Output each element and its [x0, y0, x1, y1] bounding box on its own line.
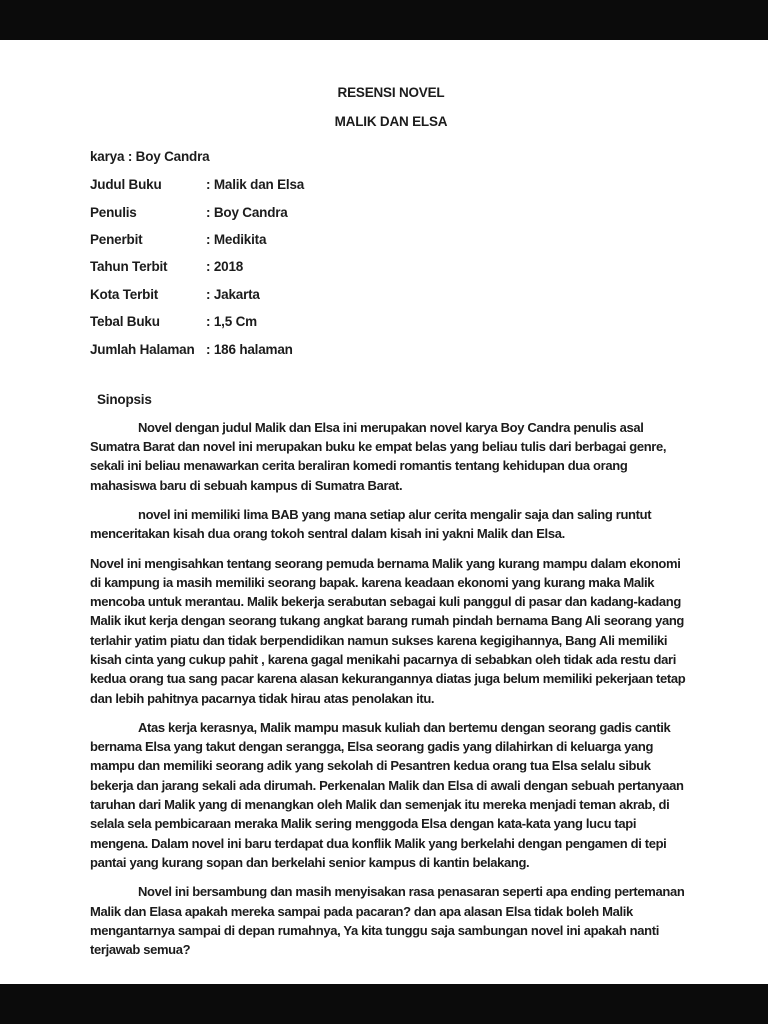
meta-row-kota-terbit: [90, 281, 692, 308]
meta-label: Kota Terbit: [90, 286, 159, 302]
meta-label: Penerbit: [90, 231, 143, 247]
meta-row-jumlah-halaman: [90, 335, 692, 362]
meta-value: : 1,5 Cm: [206, 314, 257, 330]
meta-value: : Boy Candra: [206, 204, 288, 220]
synopsis-paragraph-4: Atas kerja kerasnya, Malik mampu masuk kuliah dan bertemu dengan seorang gadis cantik bernama Elsa yang takut dengan serangga, Elsa seorang gadis yang dilahirkan di keluarga yang mampu dan memiliki seorang adik yang sekolah di Pesantren kedua orang tua Elsa selalu sibuk bekerja dan jarang sekali ada dirumah. Perkenalan Malik dan Elsa di awali dengan sebuah pertanyaan taruhan dari Malik yang di menangkan oleh Malik dan semenjak itu mereka menjadi teman akrab, di selala sela pembicaraan meraka Malik sering menggoda Elsa dengan kata-kata yang lucu tapi mengena. Dalam novel ini baru terdapat dua konflik Malik yang berkelahi dengan pengamen di tepi pantai yang kurang sopan dan berkelahi senior kampus di kantin belakang.: [90, 719, 684, 870]
synopsis-paragraph-2: novel ini memiliki lima BAB yang mana setiap alur cerita mengalir saja dan saling runtut menceritakan kisah dua orang tokoh sentral dalam kisah ini yakni Malik dan Elsa.: [90, 506, 652, 542]
letterbox-top-bar: [0, 0, 768, 40]
letterbox-bottom-bar: [0, 984, 768, 1024]
meta-value: : Malik dan Elsa: [206, 177, 305, 193]
meta-label: Tebal Buku: [90, 314, 160, 330]
synopsis-paragraph-3: Novel ini mengisahkan tentang seorang pemuda bernama Malik yang kurang mampu dalam ekonomi di kampung ia masih memiliki seorang bapak. karena keadaan ekonomi yang kurang maka Malik mencoba untuk merantau. Malik bekerja serabutan sebagai kuli panggul di pasar dan kadang-kadang Malik ikut kerja dengan seorang tukang angkat barang rumah pindah bernama Bang Ali seorang yang terlahir yatim piatu dan tidak berpendidikan namun sukses karena kegigihannya, Bang Ali memiliki kisah cinta yang cukup pahit , karena gagal menikahi pacarnya di sebabkan oleh tidak ada restu dari kedua orang tua sang pacar karena alasan kekurangannya diatas juga belum memiliki pekerjaan tetap dan lebih pahitnya pacarnya tidak hirau atas penolakan itu.: [90, 555, 686, 706]
meta-label: Jumlah Halaman: [90, 341, 195, 357]
document-header: [90, 86, 692, 129]
doc-title: RESENSI NOVEL: [337, 85, 445, 100]
meta-label: Penulis: [90, 204, 137, 220]
meta-value: : 2018: [206, 259, 244, 275]
meta-value: : 186 halaman: [206, 341, 293, 357]
meta-row-tahun-terbit: [90, 253, 692, 280]
meta-row-penerbit: [90, 226, 692, 253]
synopsis-paragraph-5: Novel ini bersambung dan masih menyisakan rasa penasaran seperti apa ending pertemanan Malik dan Elasa apakah mereka sampai pada pacaran? dan apa alasan Elsa tidak boleh Malik mengantarnya sampai di depan rumahnya, Ya kita tunggu saja sambungan novel ini apakah nanti terjawab semua?: [90, 884, 685, 958]
meta-row-penulis: [90, 198, 692, 225]
meta-row-tebal-buku: [90, 308, 692, 335]
doc-subtitle: MALIK DAN ELSA: [334, 114, 448, 129]
byline: karya : Boy Candra: [90, 149, 210, 164]
synopsis-paragraph-1: Novel dengan judul Malik dan Elsa ini merupakan novel karya Boy Candra penulis asal Sumatra Barat dan novel ini merupakan buku ke empat belas yang beliau tulis dari berbagai genre, sekali ini beliau menawarkan cerita beraliran komedi romantis tentang kehidupan dua orang mahasiswa baru di sebuah kampus di Sumatra Barat.: [90, 419, 667, 493]
synopsis-body: [90, 418, 692, 960]
document-page: [0, 40, 768, 984]
synopsis-heading: Sinopsis: [97, 391, 152, 407]
meta-label: Judul Buku: [90, 177, 162, 193]
book-meta-list: [90, 171, 692, 363]
meta-row-judul-buku: [90, 171, 692, 198]
meta-label: Tahun Terbit: [90, 259, 168, 275]
meta-value: : Jakarta: [206, 286, 260, 302]
meta-value: : Medikita: [206, 231, 267, 247]
